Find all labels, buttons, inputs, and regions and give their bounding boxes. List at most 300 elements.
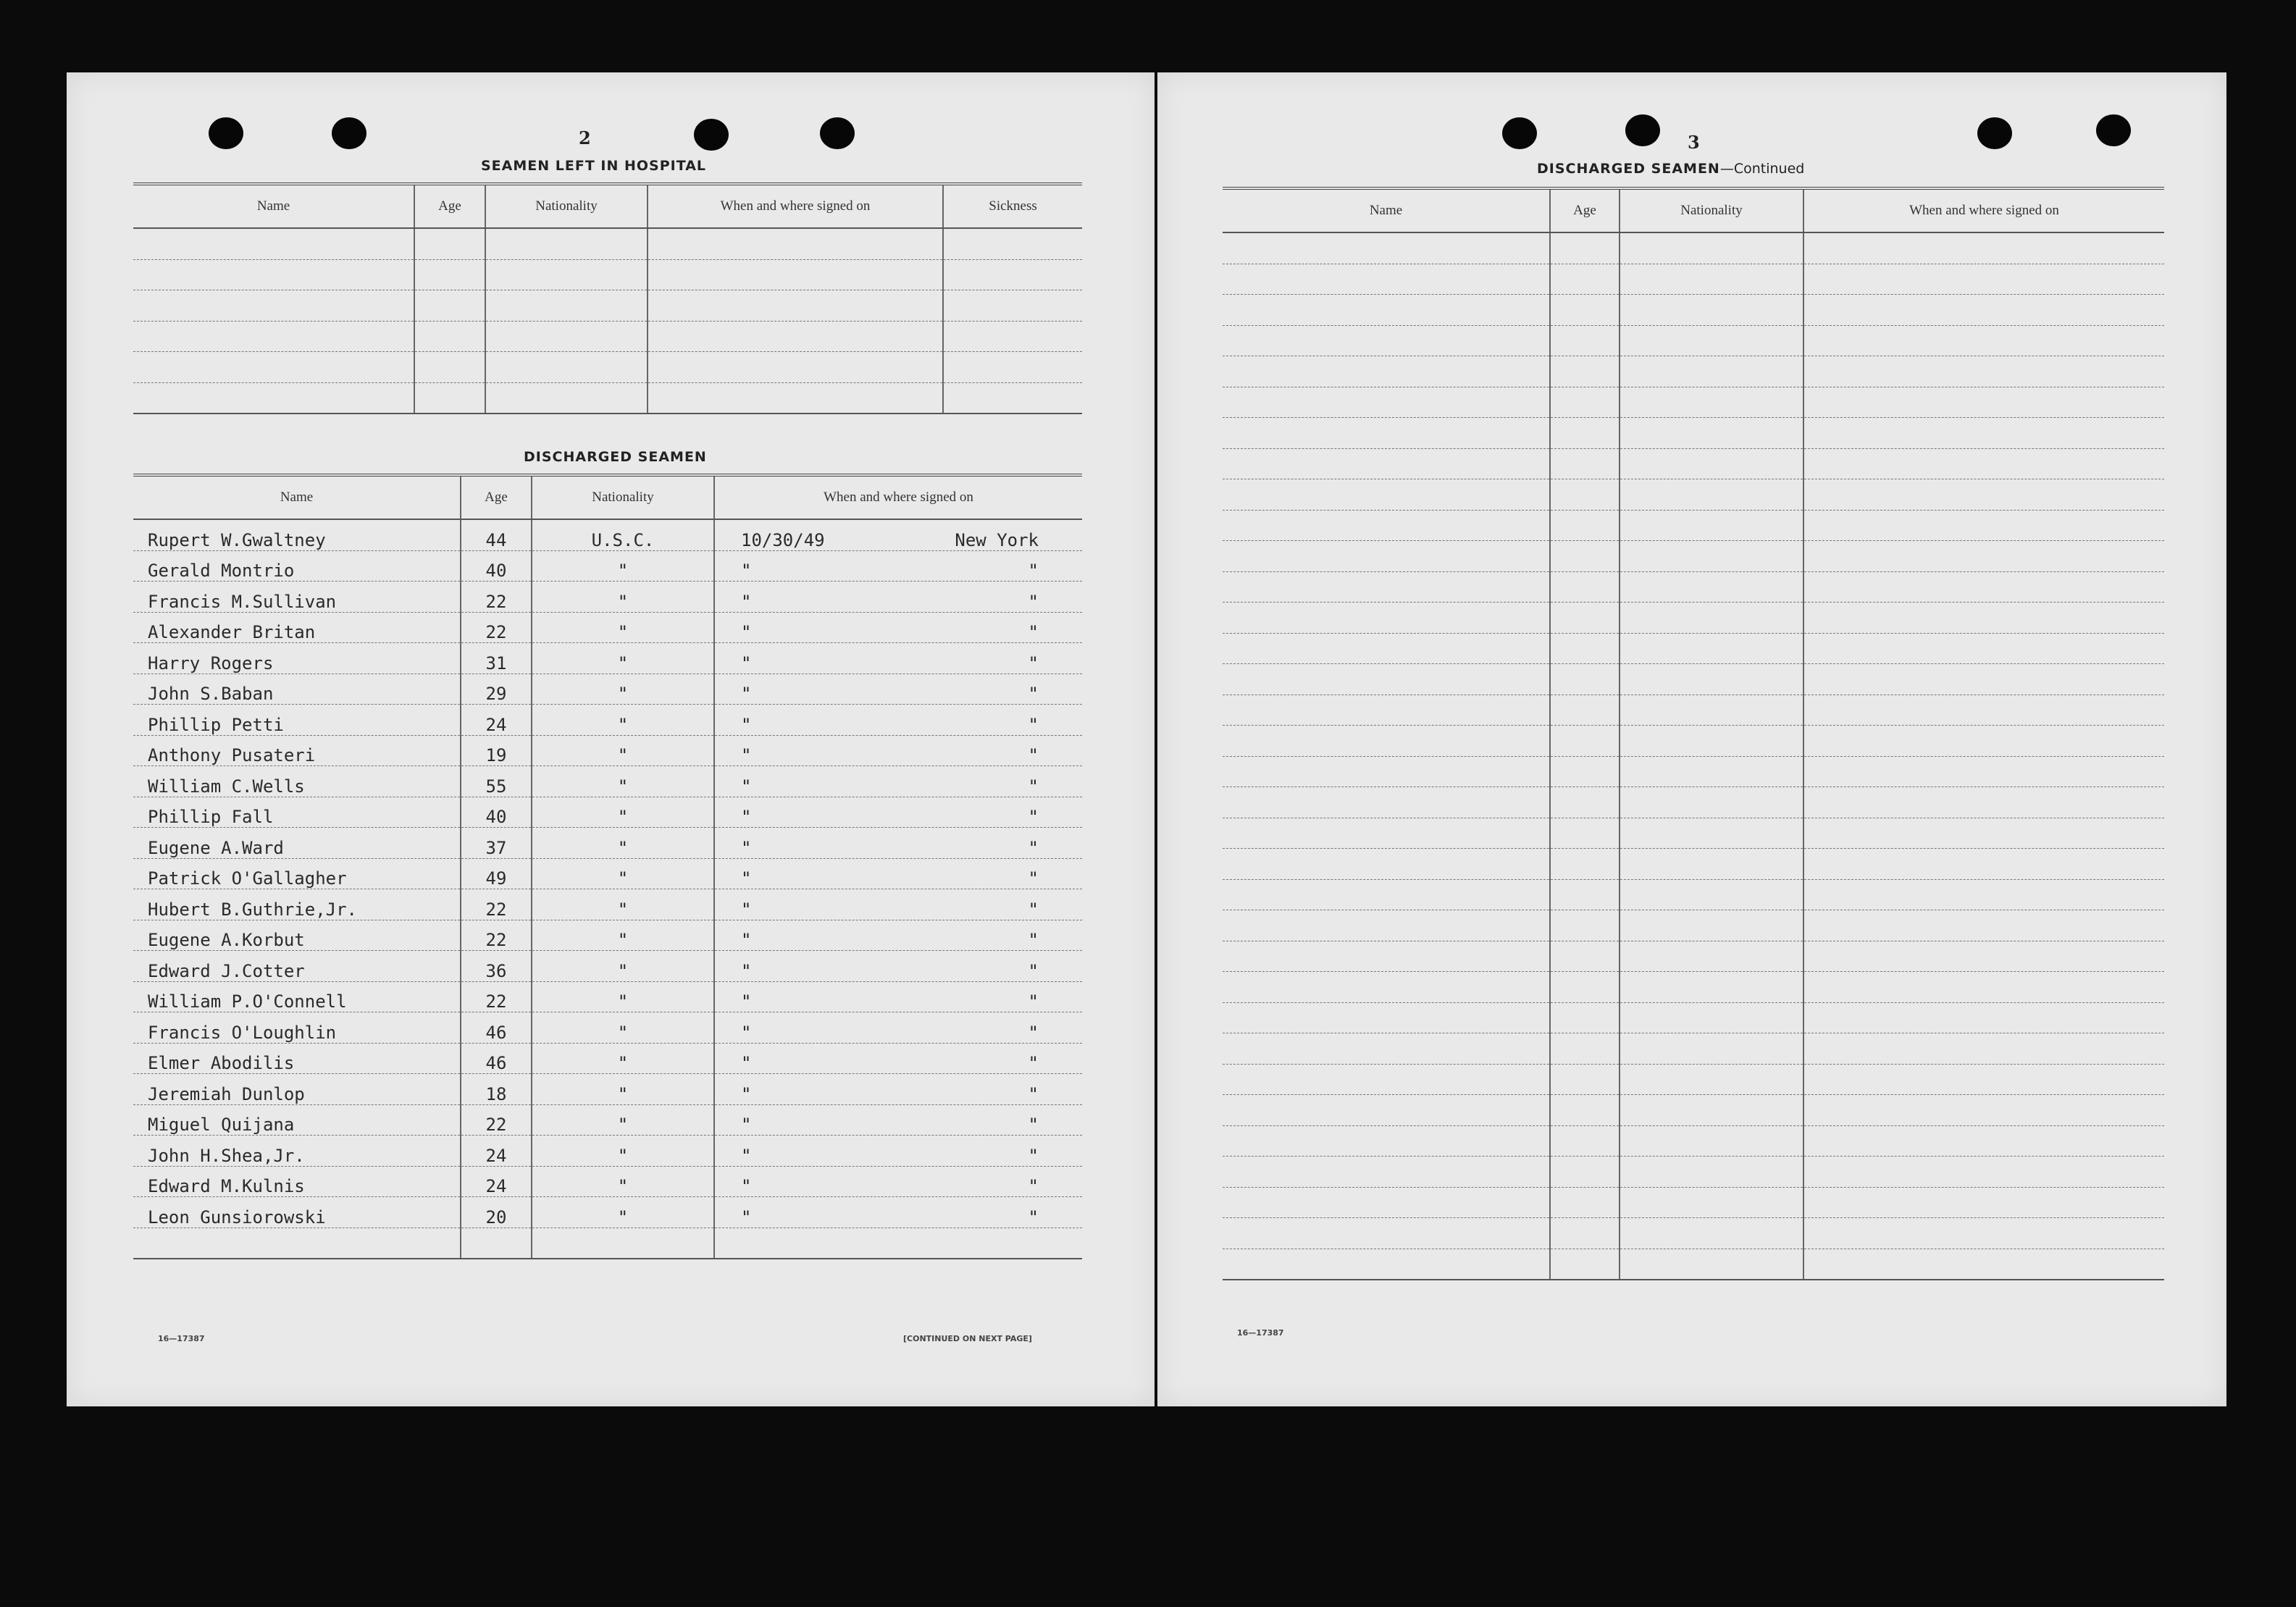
table-cell: "	[532, 582, 714, 613]
empty-cell	[1223, 325, 1550, 356]
table-cell: Francis M.Sullivan	[133, 582, 461, 613]
table-cell: Patrick O'Gallagher	[133, 858, 461, 889]
table-row	[133, 981, 1082, 1012]
empty-cell	[648, 259, 943, 290]
signed-on-cell	[714, 828, 1082, 859]
table-cell: Eugene A.Korbut	[133, 920, 461, 951]
empty-cell	[1803, 972, 2164, 1003]
signed-on-date: "	[741, 1176, 752, 1196]
empty-cell	[1803, 941, 2164, 972]
table-cell: 22	[461, 889, 532, 920]
empty-cell	[1620, 695, 1803, 726]
table-cell: Leon Gunsiorowski	[133, 1197, 461, 1228]
empty-cell	[1550, 910, 1620, 941]
column-header: When and where signed on	[1803, 188, 2164, 232]
empty-row	[1223, 541, 2164, 572]
punch-hole	[209, 117, 243, 149]
signed-on-place: "	[1028, 1022, 1039, 1043]
discharged-section-title: DISCHARGED SEAMEN	[524, 449, 707, 465]
right-page	[1157, 72, 2226, 1406]
empty-cell	[648, 290, 943, 322]
table-cell: Edward M.Kulnis	[133, 1166, 461, 1197]
signed-on-place: "	[1028, 714, 1039, 735]
empty-cell	[414, 259, 485, 290]
section-title-text: DISCHARGED SEAMEN	[1537, 161, 1720, 177]
empty-cell	[1620, 849, 1803, 880]
continued-table	[1223, 187, 2164, 1280]
table-cell: "	[532, 828, 714, 859]
signed-on-date: "	[741, 622, 752, 642]
empty-cell	[1550, 633, 1620, 664]
signed-on-place: "	[1028, 1083, 1039, 1104]
empty-cell	[1550, 1064, 1620, 1095]
table-cell: Edward J.Cotter	[133, 951, 461, 982]
empty-cell	[1620, 1033, 1803, 1065]
empty-cell	[1550, 664, 1620, 695]
signed-on-cell	[714, 1074, 1082, 1105]
empty-cell	[943, 290, 1082, 322]
column-header: Name	[133, 475, 461, 519]
empty-cell	[414, 228, 485, 259]
empty-cell	[1620, 448, 1803, 479]
left-page	[67, 72, 1155, 1406]
empty-cell	[648, 382, 943, 414]
table-cell: "	[532, 1136, 714, 1167]
section-title-suffix: —Continued	[1719, 161, 1805, 177]
table-row	[133, 550, 1082, 582]
signed-on-place: "	[1028, 684, 1039, 704]
table-cell: "	[532, 735, 714, 766]
table-row	[133, 766, 1082, 797]
empty-cell	[1550, 1249, 1620, 1280]
signed-on-date: "	[741, 868, 752, 889]
punch-hole	[2096, 114, 2131, 146]
empty-cell	[1620, 356, 1803, 387]
signed-on-date: 10/30/49	[741, 529, 825, 550]
table-cell: 40	[461, 550, 532, 582]
empty-cell	[1550, 1002, 1620, 1033]
signed-on-place: "	[1028, 622, 1039, 642]
empty-row	[133, 352, 1082, 383]
empty-row	[1223, 1033, 2164, 1065]
empty-cell	[1620, 232, 1803, 264]
table-cell: Eugene A.Ward	[133, 828, 461, 859]
table-cell: "	[532, 612, 714, 643]
table-cell: 55	[461, 766, 532, 797]
empty-cell	[1803, 232, 2164, 264]
signed-on-place: "	[1028, 899, 1039, 920]
signed-on-cell	[714, 735, 1082, 766]
table-cell: Anthony Pusateri	[133, 735, 461, 766]
empty-cell	[1223, 1249, 1550, 1280]
signed-on-place: "	[1028, 807, 1039, 827]
table-cell: William P.O'Connell	[133, 981, 461, 1012]
empty-cell	[1803, 849, 2164, 880]
empty-cell	[1223, 941, 1550, 972]
signed-on-place: "	[1028, 868, 1039, 889]
empty-cell	[1550, 879, 1620, 910]
table-cell: "	[532, 1043, 714, 1074]
empty-cell	[1550, 756, 1620, 787]
punch-hole	[694, 119, 729, 151]
table-cell: Hubert B.Guthrie,Jr.	[133, 889, 461, 920]
empty-cell	[943, 352, 1082, 383]
signed-on-cell	[714, 519, 1082, 550]
table-cell: 22	[461, 920, 532, 951]
table-cell: 37	[461, 828, 532, 859]
empty-cell	[1223, 1125, 1550, 1157]
empty-cell	[1620, 726, 1803, 757]
empty-cell	[1550, 695, 1620, 726]
table-cell: William C.Wells	[133, 766, 461, 797]
table-cell: "	[532, 858, 714, 889]
empty-cell	[1223, 479, 1550, 511]
signed-on-cell	[714, 582, 1082, 613]
signed-on-cell	[714, 858, 1082, 889]
table-cell: 22	[461, 981, 532, 1012]
form-number: 16—17387	[158, 1334, 205, 1343]
empty-row	[1223, 726, 2164, 757]
empty-cell	[1803, 1125, 2164, 1157]
empty-row	[1223, 633, 2164, 664]
table-cell: 44	[461, 519, 532, 550]
empty-cell	[1550, 849, 1620, 880]
empty-cell	[1803, 633, 2164, 664]
table-cell: 20	[461, 1197, 532, 1228]
signed-on-date: "	[741, 745, 752, 765]
signed-on-place: "	[1028, 776, 1039, 797]
signed-on-date: "	[741, 1207, 752, 1228]
empty-cell	[1223, 818, 1550, 849]
signed-on-date: "	[741, 561, 752, 581]
empty-cell	[1223, 849, 1550, 880]
empty-cell	[1803, 603, 2164, 634]
signed-on-cell	[714, 1197, 1082, 1228]
empty-cell	[1550, 356, 1620, 387]
empty-cell	[414, 290, 485, 322]
table-row	[133, 1136, 1082, 1167]
signed-on-date: "	[741, 776, 752, 797]
signed-on-place: "	[1028, 745, 1039, 765]
signed-on-place: "	[1028, 1145, 1039, 1166]
signed-on-date: "	[741, 837, 752, 858]
empty-row	[1223, 510, 2164, 541]
table-cell: 24	[461, 1136, 532, 1167]
signed-on-place: "	[1028, 960, 1039, 981]
empty-cell	[1223, 787, 1550, 818]
table-row	[133, 582, 1082, 613]
column-header: Nationality	[485, 184, 648, 228]
signed-on-date: "	[741, 684, 752, 704]
empty-cell	[1223, 664, 1550, 695]
empty-cell	[943, 382, 1082, 414]
empty-cell	[1803, 448, 2164, 479]
table-cell: U.S.C.	[532, 519, 714, 550]
signed-on-date: "	[741, 1145, 752, 1166]
discharged-table	[133, 474, 1082, 1259]
signed-on-date: "	[741, 991, 752, 1012]
signed-on-date: "	[741, 1022, 752, 1043]
empty-cell	[1803, 571, 2164, 603]
empty-cell	[133, 259, 414, 290]
empty-cell	[1223, 418, 1550, 449]
empty-cell	[714, 1228, 1082, 1259]
empty-cell	[1620, 479, 1803, 511]
empty-row	[1223, 356, 2164, 387]
table-cell: Jeremiah Dunlop	[133, 1074, 461, 1105]
table-cell: 22	[461, 1104, 532, 1136]
table-cell: "	[532, 951, 714, 982]
table-cell: 22	[461, 582, 532, 613]
hospital-section-title: SEAMEN LEFT IN HOSPITAL	[481, 158, 707, 174]
empty-cell	[1803, 1095, 2164, 1126]
empty-cell	[1223, 356, 1550, 387]
empty-cell	[1620, 818, 1803, 849]
empty-cell	[1803, 1249, 2164, 1280]
punch-hole	[1502, 117, 1537, 149]
table-cell: 24	[461, 1166, 532, 1197]
signed-on-place: "	[1028, 991, 1039, 1012]
empty-cell	[1803, 756, 2164, 787]
signed-on-cell	[714, 1136, 1082, 1167]
empty-cell	[1620, 1157, 1803, 1188]
empty-row	[1223, 941, 2164, 972]
empty-cell	[1803, 1033, 2164, 1065]
column-header: Name	[1223, 188, 1550, 232]
empty-cell	[532, 1228, 714, 1259]
empty-cell	[1620, 756, 1803, 787]
table-cell: "	[532, 981, 714, 1012]
empty-row	[133, 382, 1082, 414]
table-row	[133, 797, 1082, 828]
empty-cell	[133, 382, 414, 414]
empty-cell	[485, 352, 648, 383]
empty-cell	[1803, 387, 2164, 418]
empty-cell	[1550, 787, 1620, 818]
punch-hole	[820, 117, 855, 149]
punch-hole	[332, 117, 366, 149]
empty-cell	[414, 352, 485, 383]
empty-row	[1223, 387, 2164, 418]
empty-cell	[1620, 325, 1803, 356]
empty-cell	[1803, 664, 2164, 695]
empty-cell	[1803, 1002, 2164, 1033]
empty-row	[1223, 756, 2164, 787]
table-cell: John H.Shea,Jr.	[133, 1136, 461, 1167]
signed-on-cell	[714, 1104, 1082, 1136]
empty-cell	[1620, 633, 1803, 664]
empty-cell	[1803, 479, 2164, 511]
empty-cell	[1223, 232, 1550, 264]
empty-cell	[1803, 879, 2164, 910]
table-cell: "	[532, 1012, 714, 1044]
empty-cell	[133, 321, 414, 352]
table-cell: "	[532, 1074, 714, 1105]
empty-cell	[1223, 264, 1550, 295]
signed-on-cell	[714, 550, 1082, 582]
column-header: Nationality	[532, 475, 714, 519]
table-cell: "	[532, 1197, 714, 1228]
table-cell: Phillip Petti	[133, 705, 461, 736]
empty-cell	[1223, 910, 1550, 941]
empty-cell	[1620, 541, 1803, 572]
empty-row	[1223, 1125, 2164, 1157]
signed-on-place: "	[1028, 591, 1039, 612]
table-cell: "	[532, 643, 714, 674]
empty-cell	[485, 290, 648, 322]
column-header: Age	[1550, 188, 1620, 232]
empty-row	[1223, 664, 2164, 695]
table-row	[133, 920, 1082, 951]
empty-cell	[1620, 1218, 1803, 1249]
table-row	[133, 705, 1082, 736]
discharged-header-row	[133, 475, 1082, 519]
empty-cell	[1620, 264, 1803, 295]
empty-cell	[1550, 726, 1620, 757]
table-cell: 24	[461, 705, 532, 736]
table-cell: "	[532, 1166, 714, 1197]
empty-row	[1223, 1218, 2164, 1249]
empty-row	[1223, 603, 2164, 634]
empty-cell	[461, 1228, 532, 1259]
empty-cell	[485, 321, 648, 352]
table-cell: John S.Baban	[133, 674, 461, 705]
empty-cell	[485, 259, 648, 290]
column-header: Name	[133, 184, 414, 228]
signed-on-cell	[714, 1012, 1082, 1044]
empty-row	[133, 290, 1082, 322]
empty-cell	[133, 290, 414, 322]
empty-cell	[1620, 1125, 1803, 1157]
table-cell: "	[532, 705, 714, 736]
empty-row	[1223, 787, 2164, 818]
empty-cell	[1223, 541, 1550, 572]
signed-on-date: "	[741, 1053, 752, 1073]
empty-cell	[1803, 1187, 2164, 1218]
empty-row	[1223, 418, 2164, 449]
empty-cell	[1620, 787, 1803, 818]
signed-on-cell	[714, 674, 1082, 705]
empty-cell	[1223, 633, 1550, 664]
signed-on-cell	[714, 612, 1082, 643]
empty-cell	[1550, 972, 1620, 1003]
signed-on-place: "	[1028, 1053, 1039, 1073]
table-cell: Phillip Fall	[133, 797, 461, 828]
empty-cell	[648, 352, 943, 383]
table-row	[133, 519, 1082, 550]
empty-cell	[1620, 510, 1803, 541]
empty-cell	[1550, 387, 1620, 418]
empty-cell	[1620, 1249, 1803, 1280]
empty-cell	[1620, 1002, 1803, 1033]
signed-on-date: "	[741, 899, 752, 920]
empty-cell	[1550, 325, 1620, 356]
form-number: 16—17387	[1237, 1328, 1284, 1338]
signed-on-date: "	[741, 1083, 752, 1104]
table-cell: 46	[461, 1043, 532, 1074]
empty-cell	[133, 352, 414, 383]
empty-cell	[1620, 1064, 1803, 1095]
empty-cell	[133, 228, 414, 259]
empty-cell	[943, 259, 1082, 290]
table-cell: Alexander Britan	[133, 612, 461, 643]
empty-cell	[1550, 941, 1620, 972]
empty-row	[133, 228, 1082, 259]
signed-on-place: "	[1028, 837, 1039, 858]
empty-cell	[1550, 295, 1620, 326]
empty-cell	[1620, 1187, 1803, 1218]
signed-on-place: "	[1028, 1115, 1039, 1135]
empty-cell	[1550, 1033, 1620, 1065]
empty-cell	[1620, 571, 1803, 603]
table-cell: 36	[461, 951, 532, 982]
empty-cell	[1223, 1064, 1550, 1095]
page-number: 2	[579, 127, 591, 148]
signed-on-place: "	[1028, 1207, 1039, 1228]
signed-on-date: "	[741, 1115, 752, 1135]
empty-row	[1223, 849, 2164, 880]
signed-on-cell	[714, 797, 1082, 828]
empty-cell	[1223, 295, 1550, 326]
table-cell: "	[532, 797, 714, 828]
signed-on-date: "	[741, 930, 752, 950]
punch-hole	[1977, 117, 2012, 149]
signed-on-date: "	[741, 653, 752, 674]
signed-on-place: "	[1028, 653, 1039, 674]
empty-row	[1223, 818, 2164, 849]
signed-on-cell	[714, 920, 1082, 951]
hospital-table	[133, 182, 1082, 414]
signed-on-cell	[714, 705, 1082, 736]
table-cell: Elmer Abodilis	[133, 1043, 461, 1074]
table-cell: Francis O'Loughlin	[133, 1012, 461, 1044]
empty-cell	[414, 321, 485, 352]
empty-cell	[1550, 232, 1620, 264]
empty-cell	[1223, 571, 1550, 603]
continued-header-row	[1223, 188, 2164, 232]
empty-cell	[485, 382, 648, 414]
empty-row	[1223, 295, 2164, 326]
empty-row	[1223, 910, 2164, 941]
empty-cell	[1223, 756, 1550, 787]
empty-cell	[1803, 1157, 2164, 1188]
table-cell: "	[532, 1104, 714, 1136]
empty-cell	[1803, 1218, 2164, 1249]
table-row	[133, 1043, 1082, 1074]
table-row	[133, 1012, 1082, 1044]
empty-cell	[1550, 541, 1620, 572]
empty-row	[1223, 479, 2164, 511]
table-cell: "	[532, 920, 714, 951]
column-header: When and where signed on	[648, 184, 943, 228]
column-header: Sickness	[943, 184, 1082, 228]
empty-cell	[1550, 1218, 1620, 1249]
empty-cell	[1620, 910, 1803, 941]
table-row	[133, 1104, 1082, 1136]
signed-on-date: "	[741, 807, 752, 827]
table-cell: "	[532, 674, 714, 705]
empty-row	[1223, 1249, 2164, 1280]
empty-cell	[1803, 726, 2164, 757]
empty-row	[133, 259, 1082, 290]
empty-cell	[1620, 387, 1803, 418]
table-cell: Rupert W.Gwaltney	[133, 519, 461, 550]
empty-cell	[1550, 418, 1620, 449]
empty-cell	[1803, 356, 2164, 387]
empty-cell	[1803, 787, 2164, 818]
empty-cell	[1620, 879, 1803, 910]
empty-cell	[1223, 1033, 1550, 1065]
